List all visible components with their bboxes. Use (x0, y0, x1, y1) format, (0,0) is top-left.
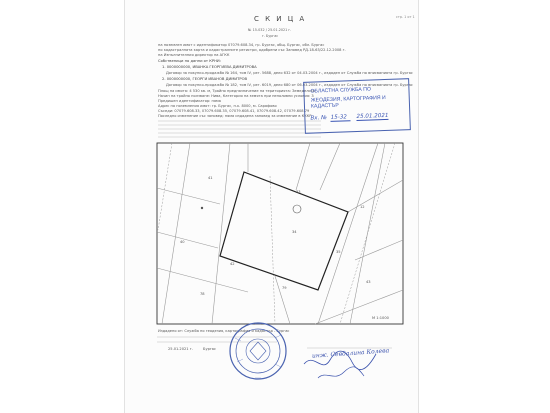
intro-line-2: по кадастралната карта и кадастралните регистри, одобрени със Заповед РД-18-63/22.12.2008 г. (158, 48, 346, 52)
footer-date: 25.01.2021 г. (168, 347, 193, 351)
parcel-label-35: 35 (336, 250, 341, 254)
owner-1: 1. 0000000000, ИВАНКА ГЕОРГИЕВА ДИМИТРОВА (162, 65, 257, 69)
parcel-label-34: 34 (292, 230, 297, 234)
document-number: № 15-032 / 25.01.2021 г. (248, 28, 292, 32)
owner-2-document: Договор за покупко-продажба № 182, том IV, рег. 6019, дело 680 от 06.03.2004 г., издаден от Служба по вписванията гр. Бургас (166, 83, 413, 87)
map-scale: М 1:1000 (372, 316, 389, 320)
footer-city: Бургас (203, 347, 216, 351)
stamp-in-label: Вх. № (310, 115, 328, 122)
owners-heading: Собственици по данни от КРНИ: (158, 59, 221, 63)
parcel-label-78: 78 (200, 292, 205, 296)
parcel-label-40: 40 (180, 240, 185, 244)
parcel-boundaries (157, 143, 403, 324)
parcel-label-41: 41 (208, 176, 213, 180)
subject-parcel (220, 172, 348, 290)
signature-scribble (300, 344, 380, 384)
stamp-in-date: 25.01.2021 (356, 112, 389, 121)
address-line: Адрес на поземления имот: гр. Бургас, п.к. 8000, м. Сарафово (158, 104, 277, 108)
neighbours-line: Съседи: 07079.608.33, 07079.608.35, 07079.608.41, 07079.608.42, 07079.608.79 (158, 109, 310, 113)
owner-2: 2. 0000000000, ГЕОРГИ ИВАНОВ ДИМИТРОВ (162, 77, 248, 81)
owner-1-document: Договор за покупко-продажба № 164, том IV, рег. 5688, дело 632 от 04.03.2004 г., издаден от Служба по вписванията гр. Бургас (166, 71, 413, 75)
page-number: стр. 1 от 1 (396, 15, 415, 19)
intro-line-1: на поземлен имот с идентификатор 07079.608.34, гр. Бургас, общ. Бургас, обл. Бургас (158, 43, 325, 47)
parcel-label-43: 43 (366, 280, 371, 284)
stamp-line-2: ЖЕОДЕЗИЯ, КАРТОГРАФИЯ И КАДАСТЪР (310, 94, 386, 110)
parcel-label-79: 79 (282, 286, 287, 290)
parcel-label-33: 33 (296, 190, 301, 194)
stamp-line-1: ОБЛАСТНА СЛУЖБА ПО (310, 86, 372, 95)
stamp-in-number: 15-32 (331, 114, 351, 122)
amendment-line: Последно изменение със заповед: няма издадена заповед за изменение в КККР (158, 114, 312, 118)
previous-id-line: Предишен идентификатор: няма (158, 99, 221, 103)
building-symbol (293, 205, 301, 213)
area-line: Площ на имота: 4 530 кв. м, Трайно предназначение на територията: Земеделска (158, 89, 315, 93)
parcel-label-12: 12 (360, 205, 365, 209)
dashed-lines (158, 143, 395, 324)
footer-issued-by: Издадено от: Служба по геодезия, картография и кадастър - Бургас (158, 329, 290, 333)
map-frame (157, 143, 403, 324)
signature: инж. Севдалина Колева (311, 347, 390, 360)
document-city: г. Бургас (262, 34, 279, 38)
point-marker (201, 207, 203, 209)
official-seal (225, 318, 291, 384)
use-line: Начин на трайно ползване: Нива, Категория на земята при неполивни условия: 3 (158, 94, 314, 98)
document-title: С К И Ц А (254, 15, 307, 23)
intro-line-3: на Изпълнителния директор на АГКК (158, 53, 230, 57)
parcel-label-42: 42 (230, 262, 235, 266)
